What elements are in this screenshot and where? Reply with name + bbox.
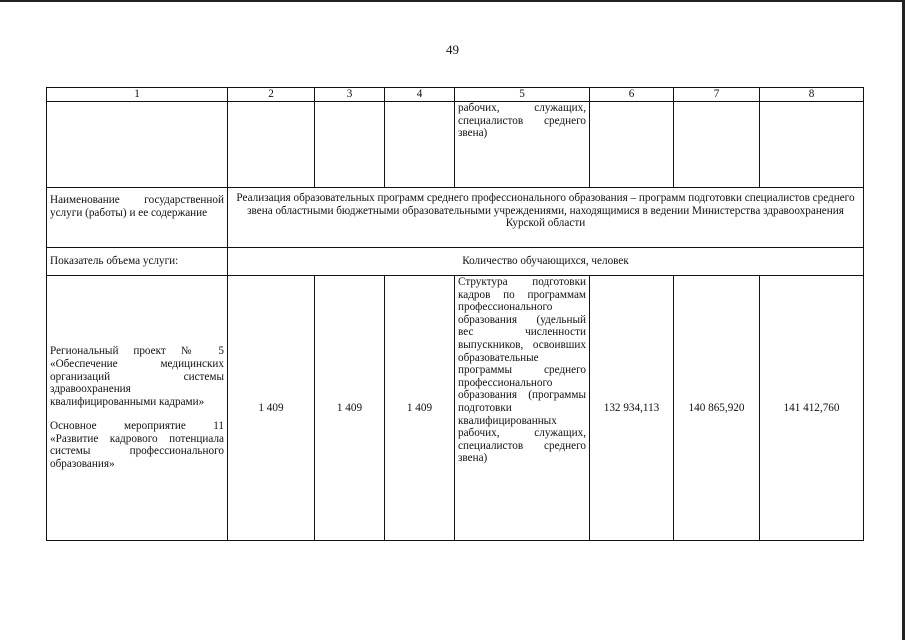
value-cell-8: 141 412,760 (760, 276, 864, 541)
column-header-2: 2 (228, 88, 315, 102)
project-row (47, 276, 864, 541)
page-number: 49 (446, 42, 459, 57)
volume-indicator-row (47, 248, 864, 276)
column-header-6: 6 (590, 88, 674, 102)
continued-cell-2 (228, 102, 315, 188)
main-activity-text: Основное мероприятие 11 «Развитие кадрового потенциала системы профессионального образования» (50, 420, 224, 471)
paragraph-gap (50, 408, 224, 420)
scan-edge-top (0, 0, 905, 2)
service-name-label: Наименование государственной услуги (работы) и ее содержание (47, 188, 228, 248)
column-header-1: 1 (47, 88, 228, 102)
continued-indicator-cell: рабочих, служащих, специалистов среднего звена) (455, 102, 590, 188)
project-description-cell (47, 276, 228, 541)
column-number-row (47, 88, 864, 102)
continued-cell-6 (590, 102, 674, 188)
column-header-3: 3 (315, 88, 385, 102)
value-cell-3: 1 409 (315, 276, 385, 541)
volume-indicator-text: Количество обучающихся, человек (228, 248, 864, 276)
column-header-4: 4 (385, 88, 455, 102)
continued-cell-4 (385, 102, 455, 188)
budget-table (46, 87, 864, 541)
value-cell-6: 132 934,113 (590, 276, 674, 541)
value-cell-7: 140 865,920 (674, 276, 760, 541)
regional-project-text: Региональный проект № 5 «Обеспечение медицинских организаций системы здравоохранения квалифицированными кадрами» (50, 345, 224, 408)
continued-cell-8 (760, 102, 864, 188)
column-header-7: 7 (674, 88, 760, 102)
value-cell-4: 1 409 (385, 276, 455, 541)
column-header-5: 5 (455, 88, 590, 102)
continued-cell-1 (47, 102, 228, 188)
continued-row (47, 102, 864, 188)
column-header-8: 8 (760, 88, 864, 102)
volume-indicator-label: Показатель объема услуги: (47, 248, 228, 276)
service-name-text: Реализация образовательных программ среднего профессионального образования – программ подготовки специалистов среднего звена областными бюджетными образовательными учреждениями, находящимися в ведении Министерства здравоохранения Курской области (228, 188, 864, 248)
continued-cell-3 (315, 102, 385, 188)
continued-cell-7 (674, 102, 760, 188)
indicator-description-cell: Структура подготовки кадров по программам профессионального образования (удельный вес численности выпускников, освоивших образовательные программы среднего профессионального образования (программы подготовки квалифицированных рабочих, служащих, специалистов среднего звена) (455, 276, 590, 541)
value-cell-2: 1 409 (228, 276, 315, 541)
service-name-row (47, 188, 864, 248)
